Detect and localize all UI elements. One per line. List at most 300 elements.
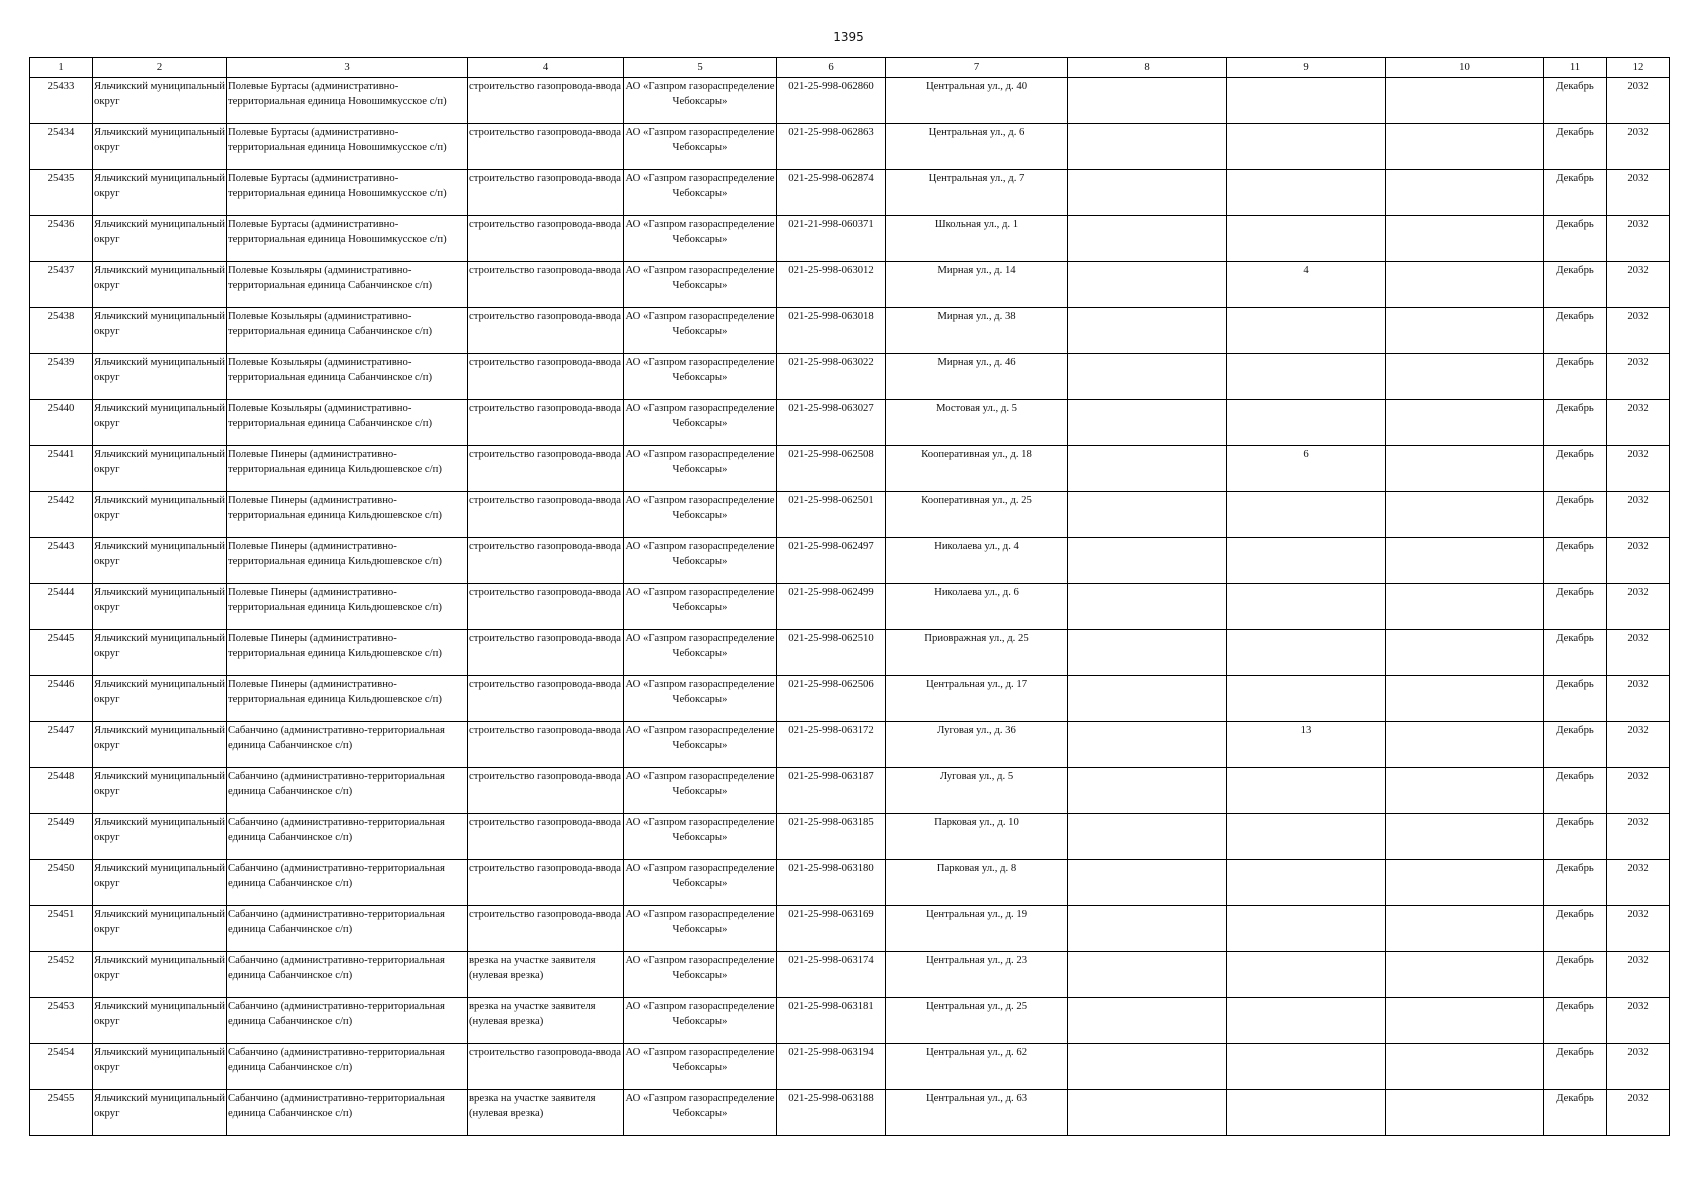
year-cell-text: 2032 — [1627, 678, 1649, 690]
object-code-cell — [777, 998, 886, 1044]
district-cell-text: Яльчикский муниципальный округ — [94, 586, 225, 613]
record-id-cell-text: 25438 — [47, 310, 75, 322]
organization-cell-text: АО «Газпром газораспределение Чебоксары» — [625, 770, 775, 797]
record-id-cell — [30, 538, 93, 584]
work-type-cell-text: строительство газопровода-ввода — [469, 862, 621, 874]
record-id-cell-text: 25440 — [47, 402, 75, 414]
settlement-cell-text: Полевые Буртасы (административно-территориальная единица Новошимкусское с/п) — [228, 126, 447, 153]
settlement-cell-text: Сабанчино (административно-территориальная единица Сабанчинское с/п) — [228, 1046, 445, 1073]
year-cell — [1607, 722, 1670, 768]
work-type-cell-text: строительство газопровода-ввода — [469, 402, 621, 414]
month-cell-text: Декабрь — [1556, 80, 1594, 92]
column-9-cell — [1227, 814, 1386, 860]
year-cell-text: 2032 — [1627, 632, 1649, 644]
table-row — [30, 354, 1670, 400]
year-cell-text: 2032 — [1627, 402, 1649, 414]
address-cell — [886, 768, 1068, 814]
month-cell-text: Декабрь — [1556, 724, 1594, 736]
organization-cell-text: АО «Газпром газораспределение Чебоксары» — [625, 1000, 775, 1027]
settlement-cell — [227, 308, 468, 354]
year-cell — [1607, 998, 1670, 1044]
table-row — [30, 1090, 1670, 1136]
district-cell-text: Яльчикский муниципальный округ — [94, 816, 225, 843]
year-cell — [1607, 768, 1670, 814]
work-type-cell-text: строительство газопровода-ввода — [469, 1046, 621, 1058]
address-cell-text: Центральная ул., д. 17 — [925, 678, 1028, 690]
column-header: 5 — [624, 58, 777, 78]
work-type-cell-text: строительство газопровода-ввода — [469, 356, 621, 368]
district-cell-text: Яльчикский муниципальный округ — [94, 494, 225, 521]
address-cell-text: Центральная ул., д. 63 — [925, 1092, 1028, 1104]
year-cell — [1607, 216, 1670, 262]
district-cell — [93, 998, 227, 1044]
object-code-cell — [777, 630, 886, 676]
record-id-cell — [30, 216, 93, 262]
column-header: 6 — [777, 58, 886, 78]
organization-cell — [624, 860, 777, 906]
work-type-cell — [468, 584, 624, 630]
record-id-cell — [30, 170, 93, 216]
table-row — [30, 262, 1670, 308]
record-id-cell — [30, 262, 93, 308]
year-cell — [1607, 584, 1670, 630]
month-cell-text: Декабрь — [1556, 126, 1594, 138]
month-cell-text: Декабрь — [1556, 862, 1594, 874]
year-cell — [1607, 952, 1670, 998]
record-id-cell-text: 25442 — [47, 494, 75, 506]
column-header: 8 — [1068, 58, 1227, 78]
year-cell — [1607, 354, 1670, 400]
address-cell — [886, 262, 1068, 308]
district-cell-text: Яльчикский муниципальный округ — [94, 632, 225, 659]
district-cell — [93, 78, 227, 124]
object-code-cell — [777, 124, 886, 170]
column-10-cell — [1386, 584, 1544, 630]
column-8-cell — [1068, 216, 1227, 262]
column-10-cell — [1386, 860, 1544, 906]
work-type-cell-text: строительство газопровода-ввода — [469, 494, 621, 506]
month-cell-text: Декабрь — [1556, 494, 1594, 506]
column-10-cell — [1386, 630, 1544, 676]
work-type-cell-text: врезка на участке заявителя (нулевая врезка) — [469, 954, 596, 981]
settlement-cell — [227, 78, 468, 124]
month-cell — [1544, 952, 1607, 998]
work-type-cell — [468, 998, 624, 1044]
column-9-cell — [1227, 768, 1386, 814]
address-cell — [886, 170, 1068, 216]
organization-cell — [624, 998, 777, 1044]
column-9-cell — [1227, 492, 1386, 538]
object-code-cell — [777, 446, 886, 492]
organization-cell — [624, 308, 777, 354]
table-row — [30, 998, 1670, 1044]
address-cell — [886, 676, 1068, 722]
work-type-cell — [468, 124, 624, 170]
settlement-cell — [227, 124, 468, 170]
settlement-cell — [227, 998, 468, 1044]
object-code-cell-text: 021-25-998-062508 — [788, 448, 874, 460]
object-code-cell — [777, 952, 886, 998]
district-cell-text: Яльчикский муниципальный округ — [94, 356, 225, 383]
organization-cell — [624, 584, 777, 630]
month-cell-text: Декабрь — [1556, 770, 1594, 782]
work-type-cell — [468, 400, 624, 446]
work-type-cell — [468, 446, 624, 492]
settlement-cell — [227, 262, 468, 308]
settlement-cell — [227, 906, 468, 952]
work-type-cell — [468, 262, 624, 308]
table-row — [30, 446, 1670, 492]
column-header: 4 — [468, 58, 624, 78]
work-type-cell — [468, 722, 624, 768]
object-code-cell-text: 021-25-998-062497 — [788, 540, 874, 552]
table-row — [30, 722, 1670, 768]
work-type-cell-text: строительство газопровода-ввода — [469, 448, 621, 460]
object-code-cell — [777, 1044, 886, 1090]
settlement-cell — [227, 170, 468, 216]
month-cell — [1544, 768, 1607, 814]
organization-cell — [624, 1090, 777, 1136]
address-cell — [886, 446, 1068, 492]
district-cell — [93, 768, 227, 814]
organization-cell-text: АО «Газпром газораспределение Чебоксары» — [625, 816, 775, 843]
column-9-cell — [1227, 906, 1386, 952]
column-10-cell — [1386, 354, 1544, 400]
year-cell-text: 2032 — [1627, 770, 1649, 782]
object-code-cell — [777, 906, 886, 952]
organization-cell — [624, 1044, 777, 1090]
object-code-cell-text: 021-25-998-063174 — [788, 954, 874, 966]
year-cell — [1607, 1090, 1670, 1136]
column-10-cell — [1386, 952, 1544, 998]
record-id-cell-text: 25447 — [47, 724, 75, 736]
column-10-cell — [1386, 78, 1544, 124]
settlement-cell — [227, 1090, 468, 1136]
settlement-cell — [227, 584, 468, 630]
record-id-cell-text: 25446 — [47, 678, 75, 690]
settlement-cell — [227, 722, 468, 768]
settlement-cell-text: Сабанчино (административно-территориальная единица Сабанчинское с/п) — [228, 908, 445, 935]
column-8-cell — [1068, 170, 1227, 216]
month-cell-text: Декабрь — [1556, 264, 1594, 276]
object-code-cell-text: 021-25-998-063187 — [788, 770, 874, 782]
month-cell — [1544, 446, 1607, 492]
object-code-cell-text: 021-25-998-062510 — [788, 632, 874, 644]
table-row — [30, 630, 1670, 676]
organization-cell-text: АО «Газпром газораспределение Чебоксары» — [625, 218, 775, 245]
year-cell — [1607, 400, 1670, 446]
work-type-cell — [468, 814, 624, 860]
month-cell — [1544, 676, 1607, 722]
month-cell-text: Декабрь — [1556, 356, 1594, 368]
address-cell-text: Луговая ул., д. 5 — [939, 770, 1014, 782]
settlement-cell — [227, 630, 468, 676]
work-type-cell-text: строительство газопровода-ввода — [469, 310, 621, 322]
column-8-cell — [1068, 492, 1227, 538]
year-cell-text: 2032 — [1627, 586, 1649, 598]
settlement-cell-text: Сабанчино (административно-территориальная единица Сабанчинское с/п) — [228, 954, 445, 981]
year-cell-text: 2032 — [1627, 172, 1649, 184]
district-cell — [93, 492, 227, 538]
settlement-cell — [227, 952, 468, 998]
year-cell — [1607, 676, 1670, 722]
district-cell-text: Яльчикский муниципальный округ — [94, 310, 225, 337]
organization-cell — [624, 124, 777, 170]
organization-cell — [624, 630, 777, 676]
work-type-cell-text: строительство газопровода-ввода — [469, 678, 621, 690]
work-type-cell — [468, 676, 624, 722]
district-cell — [93, 400, 227, 446]
column-10-cell — [1386, 722, 1544, 768]
object-code-cell — [777, 354, 886, 400]
object-code-cell-text: 021-25-998-062874 — [788, 172, 874, 184]
column-8-cell — [1068, 308, 1227, 354]
column-8-cell — [1068, 906, 1227, 952]
record-id-cell-text: 25455 — [47, 1092, 75, 1104]
object-code-cell — [777, 78, 886, 124]
record-id-cell — [30, 768, 93, 814]
year-cell-text: 2032 — [1627, 264, 1649, 276]
address-cell — [886, 630, 1068, 676]
work-type-cell — [468, 216, 624, 262]
address-cell-text: Центральная ул., д. 7 — [928, 172, 1025, 184]
work-type-cell — [468, 538, 624, 584]
record-id-cell — [30, 906, 93, 952]
district-cell-text: Яльчикский муниципальный округ — [94, 218, 225, 245]
district-cell — [93, 170, 227, 216]
district-cell-text: Яльчикский муниципальный округ — [94, 540, 225, 567]
object-code-cell — [777, 722, 886, 768]
district-cell-text: Яльчикский муниципальный округ — [94, 908, 225, 935]
address-cell-text: Центральная ул., д. 23 — [925, 954, 1028, 966]
month-cell-text: Декабрь — [1556, 632, 1594, 644]
settlement-cell — [227, 768, 468, 814]
table-row — [30, 400, 1670, 446]
column-8-cell — [1068, 630, 1227, 676]
year-cell-text: 2032 — [1627, 1046, 1649, 1058]
record-id-cell — [30, 1044, 93, 1090]
column-8-cell — [1068, 584, 1227, 630]
record-id-cell-text: 25448 — [47, 770, 75, 782]
column-9-cell — [1227, 400, 1386, 446]
year-cell-text: 2032 — [1627, 310, 1649, 322]
column-9-cell — [1227, 308, 1386, 354]
column-9-cell — [1227, 216, 1386, 262]
address-cell — [886, 952, 1068, 998]
address-cell-text: Николаева ул., д. 4 — [934, 540, 1019, 552]
record-id-cell — [30, 354, 93, 400]
column-10-cell — [1386, 998, 1544, 1044]
month-cell-text: Декабрь — [1556, 678, 1594, 690]
page-number: 1395 — [833, 30, 864, 44]
month-cell-text: Декабрь — [1556, 172, 1594, 184]
column-9-cell — [1227, 952, 1386, 998]
address-cell-text: Центральная ул., д. 62 — [925, 1046, 1028, 1058]
column-8-cell — [1068, 446, 1227, 492]
district-cell-text: Яльчикский муниципальный округ — [94, 172, 225, 199]
column-header: 1 — [30, 58, 93, 78]
record-id-cell-text: 25449 — [47, 816, 75, 828]
column-9-cell-text: 13 — [1300, 724, 1312, 736]
district-cell — [93, 952, 227, 998]
record-id-cell-text: 25436 — [47, 218, 75, 230]
record-id-cell-text: 25452 — [47, 954, 75, 966]
record-id-cell — [30, 676, 93, 722]
district-cell-text: Яльчикский муниципальный округ — [94, 264, 225, 291]
object-code-cell — [777, 768, 886, 814]
record-id-cell-text: 25454 — [47, 1046, 75, 1058]
month-cell — [1544, 630, 1607, 676]
month-cell-text: Декабрь — [1556, 402, 1594, 414]
address-cell — [886, 538, 1068, 584]
year-cell — [1607, 78, 1670, 124]
column-9-cell — [1227, 630, 1386, 676]
organization-cell-text: АО «Газпром газораспределение Чебоксары» — [625, 632, 775, 659]
column-header: 11 — [1544, 58, 1607, 78]
column-header: 2 — [93, 58, 227, 78]
organization-cell-text: АО «Газпром газораспределение Чебоксары» — [625, 402, 775, 429]
organization-cell — [624, 262, 777, 308]
object-code-cell-text: 021-25-998-063169 — [788, 908, 874, 920]
district-cell-text: Яльчикский муниципальный округ — [94, 954, 225, 981]
month-cell-text: Декабрь — [1556, 816, 1594, 828]
address-cell-text: Приовражная ул., д. 25 — [924, 632, 1029, 644]
address-cell — [886, 860, 1068, 906]
year-cell-text: 2032 — [1627, 494, 1649, 506]
object-code-cell-text: 021-25-998-063022 — [788, 356, 874, 368]
year-cell-text: 2032 — [1627, 954, 1649, 966]
work-type-cell — [468, 492, 624, 538]
district-cell — [93, 906, 227, 952]
column-9-cell — [1227, 538, 1386, 584]
organization-cell-text: АО «Газпром газораспределение Чебоксары» — [625, 540, 775, 567]
district-cell — [93, 354, 227, 400]
record-id-cell — [30, 446, 93, 492]
address-cell-text: Мирная ул., д. 14 — [937, 264, 1016, 276]
year-cell-text: 2032 — [1627, 218, 1649, 230]
district-cell-text: Яльчикский муниципальный округ — [94, 678, 225, 705]
record-id-cell-text: 25435 — [47, 172, 75, 184]
column-10-cell — [1386, 446, 1544, 492]
work-type-cell-text: строительство газопровода-ввода — [469, 540, 621, 552]
district-cell-text: Яльчикский муниципальный округ — [94, 1000, 225, 1027]
settlement-cell-text: Сабанчино (административно-территориальная единица Сабанчинское с/п) — [228, 1000, 445, 1027]
settlement-cell-text: Полевые Козыльяры (административно-территориальная единица Сабанчинское с/п) — [228, 356, 433, 383]
month-cell-text: Декабрь — [1556, 1000, 1594, 1012]
district-cell — [93, 124, 227, 170]
month-cell — [1544, 262, 1607, 308]
table-row — [30, 860, 1670, 906]
object-code-cell — [777, 814, 886, 860]
column-8-cell — [1068, 998, 1227, 1044]
object-code-cell — [777, 860, 886, 906]
column-10-cell — [1386, 308, 1544, 354]
month-cell — [1544, 584, 1607, 630]
year-cell-text: 2032 — [1627, 126, 1649, 138]
year-cell-text: 2032 — [1627, 540, 1649, 552]
work-type-cell-text: строительство газопровода-ввода — [469, 126, 621, 138]
district-cell-text: Яльчикский муниципальный округ — [94, 80, 225, 107]
address-cell — [886, 1090, 1068, 1136]
work-type-cell-text: врезка на участке заявителя (нулевая врезка) — [469, 1000, 596, 1027]
settlement-cell-text: Полевые Пинеры (административно-территориальная единица Кильдюшевское с/п) — [228, 448, 442, 475]
column-10-cell — [1386, 906, 1544, 952]
month-cell — [1544, 722, 1607, 768]
settlement-cell-text: Полевые Буртасы (административно-территориальная единица Новошимкусское с/п) — [228, 80, 447, 107]
object-code-cell — [777, 400, 886, 446]
column-header: 7 — [886, 58, 1068, 78]
settlement-cell-text: Полевые Пинеры (административно-территориальная единица Кильдюшевское с/п) — [228, 540, 442, 567]
year-cell — [1607, 124, 1670, 170]
district-cell — [93, 538, 227, 584]
organization-cell-text: АО «Газпром газораспределение Чебоксары» — [625, 1046, 775, 1073]
organization-cell — [624, 492, 777, 538]
column-8-cell — [1068, 952, 1227, 998]
year-cell-text: 2032 — [1627, 724, 1649, 736]
address-cell-text: Парковая ул., д. 10 — [934, 816, 1019, 828]
table-row — [30, 1044, 1670, 1090]
column-9-cell — [1227, 998, 1386, 1044]
year-cell — [1607, 308, 1670, 354]
work-type-cell-text: строительство газопровода-ввода — [469, 264, 621, 276]
table-row — [30, 906, 1670, 952]
address-cell — [886, 308, 1068, 354]
object-code-cell — [777, 216, 886, 262]
settlement-cell — [227, 676, 468, 722]
column-number-row — [30, 58, 1670, 78]
organization-cell — [624, 768, 777, 814]
address-cell — [886, 492, 1068, 538]
column-9-cell — [1227, 124, 1386, 170]
address-cell — [886, 400, 1068, 446]
object-code-cell — [777, 492, 886, 538]
month-cell-text: Декабрь — [1556, 218, 1594, 230]
work-type-cell — [468, 860, 624, 906]
work-type-cell-text: строительство газопровода-ввода — [469, 770, 621, 782]
address-cell — [886, 906, 1068, 952]
year-cell-text: 2032 — [1627, 356, 1649, 368]
month-cell — [1544, 308, 1607, 354]
column-10-cell — [1386, 400, 1544, 446]
work-type-cell — [468, 308, 624, 354]
settlement-cell-text: Сабанчино (административно-территориальная единица Сабанчинское с/п) — [228, 724, 445, 751]
object-code-cell-text: 021-25-998-062863 — [788, 126, 874, 138]
settlement-cell — [227, 860, 468, 906]
district-cell-text: Яльчикский муниципальный округ — [94, 1092, 225, 1119]
column-10-cell — [1386, 768, 1544, 814]
column-10-cell — [1386, 170, 1544, 216]
district-cell — [93, 814, 227, 860]
column-9-cell-text: 6 — [1303, 448, 1309, 460]
column-10-cell — [1386, 216, 1544, 262]
settlement-cell-text: Полевые Козыльяры (административно-территориальная единица Сабанчинское с/п) — [228, 402, 433, 429]
settlement-cell — [227, 538, 468, 584]
column-8-cell — [1068, 860, 1227, 906]
record-id-cell-text: 25439 — [47, 356, 75, 368]
organization-cell — [624, 538, 777, 584]
column-8-cell — [1068, 124, 1227, 170]
month-cell-text: Декабрь — [1556, 908, 1594, 920]
address-cell — [886, 78, 1068, 124]
record-id-cell — [30, 998, 93, 1044]
settlement-cell-text: Полевые Буртасы (административно-территориальная единица Новошимкусское с/п) — [228, 172, 447, 199]
year-cell — [1607, 1044, 1670, 1090]
column-8-cell — [1068, 400, 1227, 446]
month-cell-text: Декабрь — [1556, 954, 1594, 966]
object-code-cell-text: 021-25-998-063012 — [788, 264, 874, 276]
object-code-cell-text: 021-25-998-062501 — [788, 494, 874, 506]
organization-cell — [624, 906, 777, 952]
